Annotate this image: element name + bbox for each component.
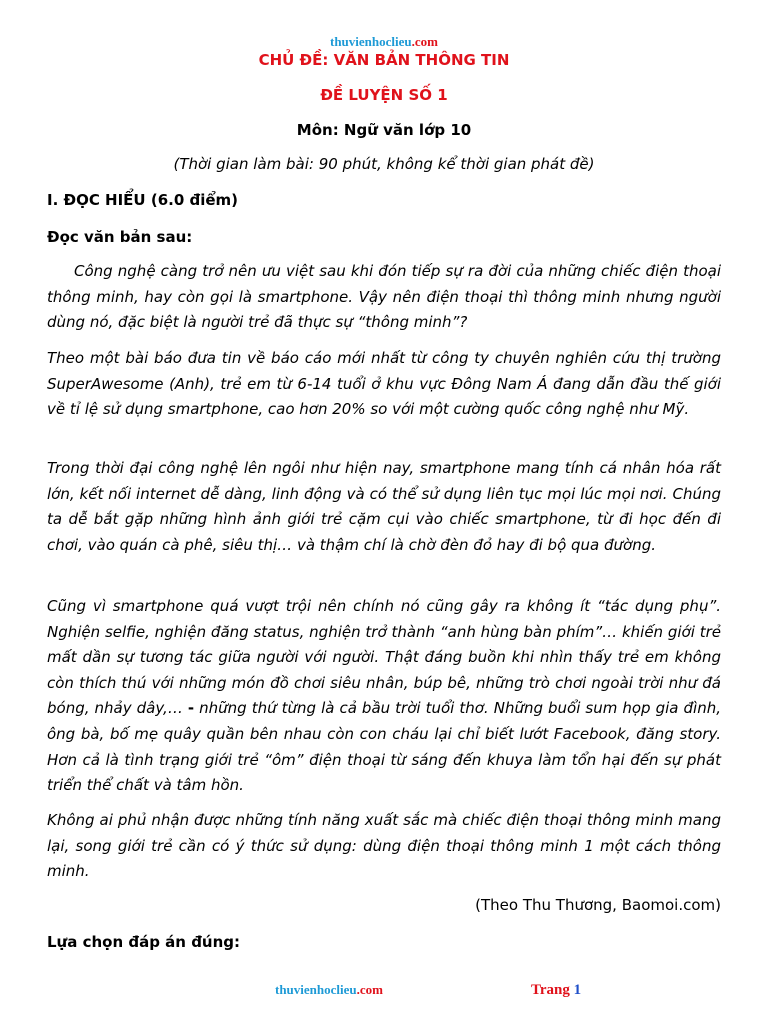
exam-number-title: ĐỀ LUYỆN SỐ 1	[320, 86, 448, 104]
passage-paragraph-1: Công nghệ càng trở nên ưu việt sau khi đón tiếp sự ra đời của những chiếc điện thoại thông minh, hay còn gọi là smartphone. Vậy nên điện thoại thì thông minh nhưng người dùng nó, đặc biệt là người trẻ đã thực sự “thông minh”?	[47, 262, 721, 332]
page-label: Trang	[531, 982, 570, 998]
header-brand-name: thuvienhoclieu	[330, 34, 412, 49]
passage-paragraph-4-part-1: Cũng vì smartphone quá vượt trội nên chính nó cũng gây ra không ít “tác dụng phụ”. Nghiện selfie, nghiện đăng status, nghiện trở thành “anh hùng bàn phím”… khiến giới trẻ mất dần sự tương tác giữa người với người. Thật đáng buồn khi nhìn thấy trẻ em không còn thích thú với những món đồ chơi siêu nhân, búp bê, những trò chơi ngoài trời như đá bóng, nhảy dây,…	[47, 597, 721, 718]
footer-brand-name: thuvienhoclieu	[275, 982, 357, 997]
passage-paragraph-4-dash: -	[187, 699, 195, 718]
header-brand-domain: .com	[411, 34, 438, 49]
topic-title: CHỦ ĐỀ: VĂN BẢN THÔNG TIN	[258, 51, 510, 69]
passage-paragraph-4-part-2: những thứ từng là cả bầu trời tuổi thơ. Những buổi sum họp gia đình, ông bà, bố mẹ quây quần bên nhau còn con cháu lại chỉ biết lướt Facebook, đăng story. Hơn cả là tình trạng giới trẻ “ôm” điện thoại từ sáng đến khuya làm tổn hại đến sự phát triển thể chất và tâm hồn.	[47, 699, 721, 795]
passage-paragraph-4	[47, 594, 721, 799]
passage-paragraph-2: Theo một bài báo đưa tin về báo cáo mới nhất từ công ty chuyên nghiên cứu thị trường SuperAwesome (Anh), trẻ em từ 6-14 tuổi ở khu vực Đông Nam Á đang dẫn đầu thế giới về tỉ lệ sử dụng smartphone, cao hơn 20% so với một cường quốc công nghệ như Mỹ.	[47, 349, 721, 419]
footer-brand-link[interactable]	[275, 982, 383, 998]
passage-paragraph-3: Trong thời đại công nghệ lên ngôi như hiện nay, smartphone mang tính cá nhân hóa rất lớn, kết nối internet dễ dàng, linh động và có thể sử dụng liên tục mọi lúc mọi nơi. Chúng ta dễ bắt gặp những hình ảnh giới trẻ cặm cụi vào chiếc smartphone, từ đi học đến đi chơi, vào quán cà phê, siêu thị… và thậm chí là chờ đèn đỏ hay đi bộ qua đường.	[47, 459, 721, 554]
subject-line: Môn: Ngữ văn lớp 10	[296, 121, 472, 139]
reading-instruction: Đọc văn bản sau:	[47, 228, 193, 246]
footer-brand-domain: .com	[356, 982, 383, 997]
time-note: (Thời gian làm bài: 90 phút, không kể thời gian phát đề)	[173, 155, 595, 173]
passage-source: (Theo Thu Thương, Baomoi.com)	[475, 896, 721, 914]
header-brand-watermark	[0, 34, 768, 50]
question-prompt: Lựa chọn đáp án đúng:	[47, 933, 241, 951]
page-indicator	[531, 982, 581, 998]
section-heading: I. ĐỌC HIỂU (6.0 điểm)	[47, 191, 239, 209]
page-number: 1	[573, 982, 582, 998]
passage-paragraph-5: Không ai phủ nhận được những tính năng xuất sắc mà chiếc điện thoại thông minh mang lại, song giới trẻ cần có ý thức sử dụng: dùng điện thoại thông minh 1 một cách thông minh.	[47, 811, 721, 881]
